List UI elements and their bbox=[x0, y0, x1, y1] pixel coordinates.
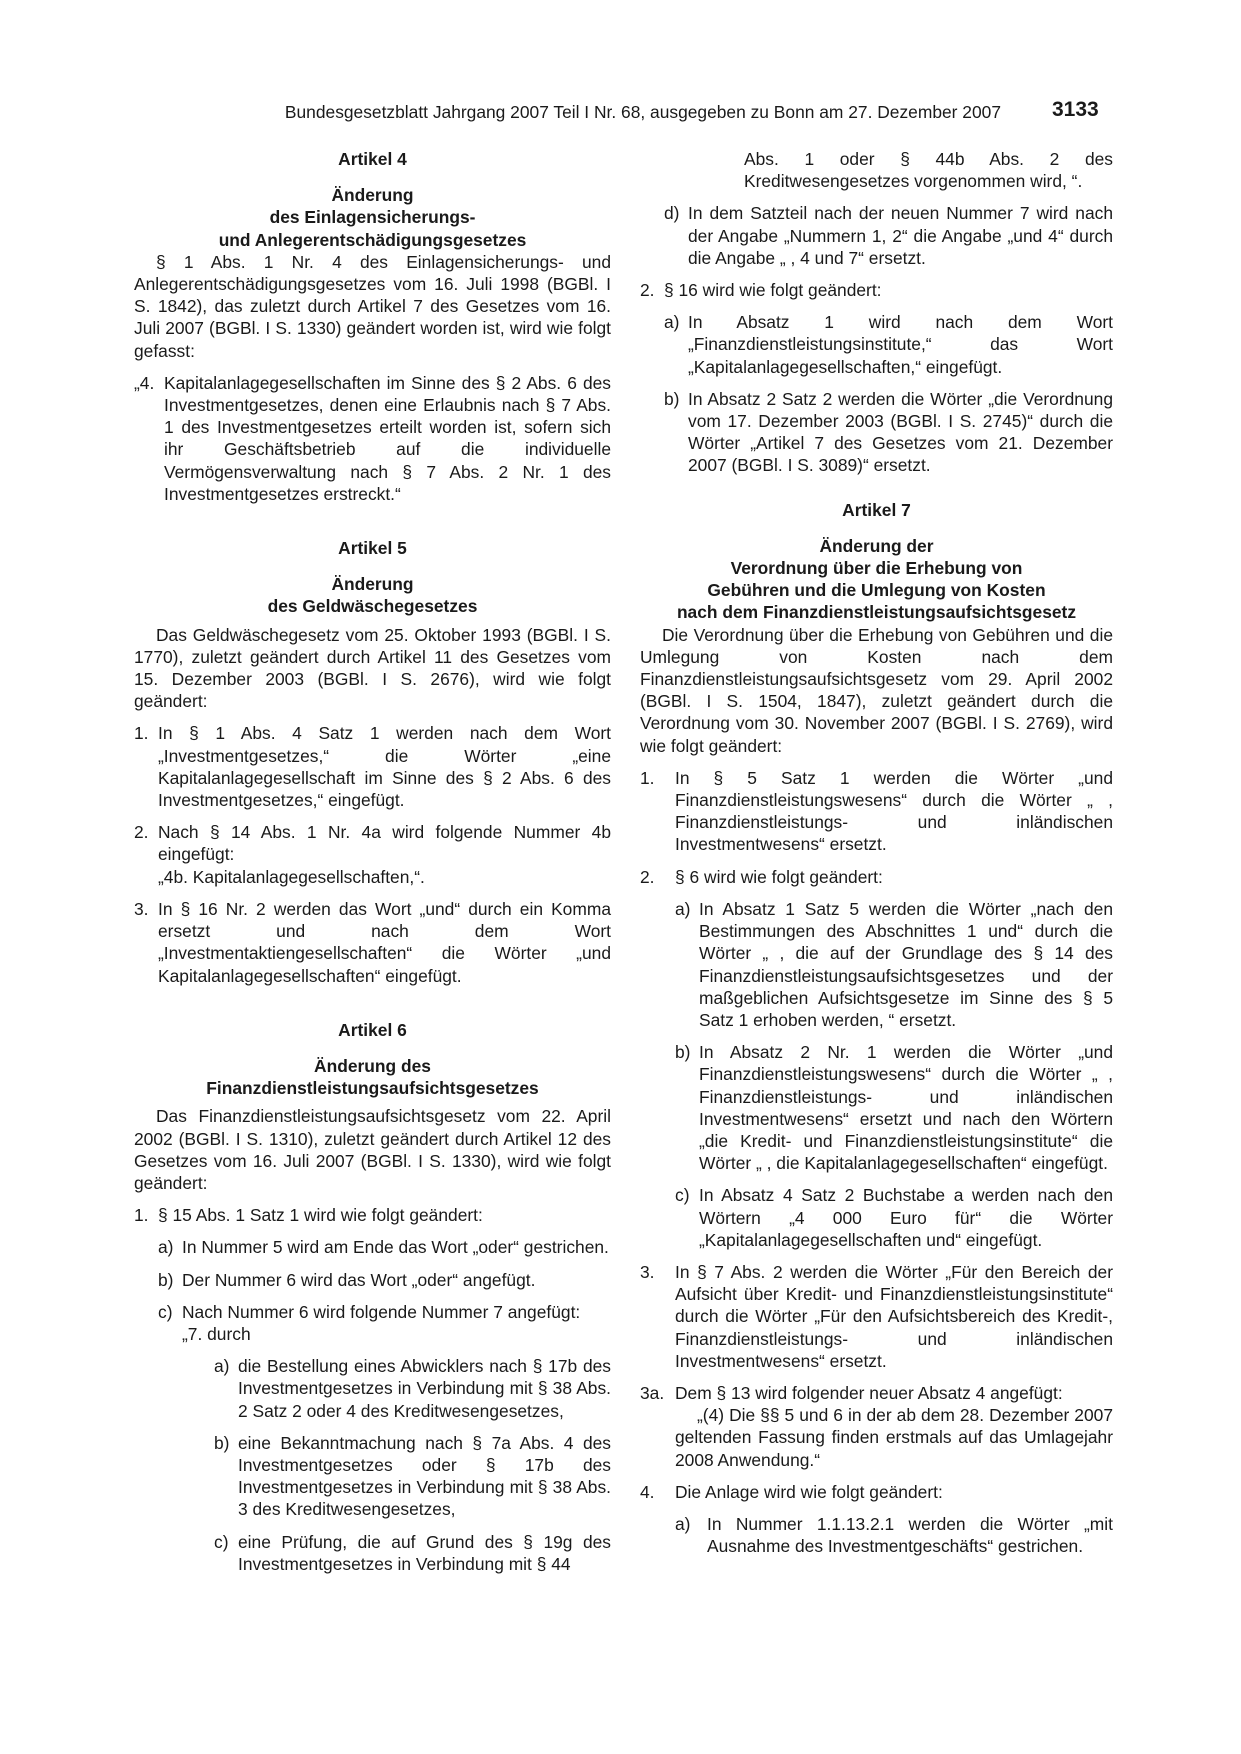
article-4-heading-line-3: und Anlegerentschädigungsgesetzes bbox=[218, 229, 527, 250]
article-7-heading-line-2: Verordnung über die Erhebung von bbox=[730, 558, 1023, 579]
item-text: eine Prüfung, die auf Grund des § 19g des Investmentgesetzes in Verbindung mit § 44 bbox=[238, 1531, 611, 1574]
article-6-quote-7c-continued: Abs. 1 oder § 44b Abs. 2 des Kreditwesengesetzes vorgenommen wird, “. bbox=[744, 149, 1113, 192]
item-label: c) bbox=[158, 1301, 173, 1322]
article-5-heading-line-2: des Geldwäschegesetzes bbox=[267, 596, 478, 617]
item-text: In Absatz 1 Satz 5 werden die Wörter „nach den Bestimmungen des Abschnittes 1 und“ durch die Wörter „ , die auf der Grundlage des § 14 des Finanzdienstleistungsaufsichtsgesetzes und der maßgeblichen Aufsichtsgesetze im Sinne des § 5 Satz 1 erhoben werden, “ ersetzt. bbox=[699, 898, 1113, 1030]
article-5-body: Das Geldwäschegesetz vom 25. Oktober 1993 (BGBl. I S. 1770), zuletzt geändert durch Artikel 11 des Gesetzes vom 15. Dezember 2003 (BGBl. I S. 2676), wird wie folgt geändert: bbox=[134, 624, 611, 712]
article-7-item-2 bbox=[640, 866, 1113, 888]
article-6-quote-7b bbox=[134, 1432, 611, 1521]
article-7-heading-line-1: Änderung der bbox=[819, 535, 934, 556]
item-text: Nach Nummer 6 wird folgende Nummer 7 angefügt: bbox=[182, 1301, 581, 1322]
item-label: a) bbox=[664, 312, 680, 333]
article-7-title: Artikel 7 bbox=[842, 499, 911, 520]
item-label: d) bbox=[664, 203, 680, 224]
article-6-quote-7: „7. durch bbox=[182, 1323, 251, 1344]
item-text: Dem § 13 wird folgender neuer Absatz 4 angefügt: bbox=[675, 1382, 1063, 1403]
article-5-heading bbox=[134, 573, 611, 617]
item-label: 1. bbox=[134, 1205, 149, 1226]
article-6-item-1 bbox=[134, 1204, 611, 1226]
article-6-body: Das Finanzdienstleistungsaufsichtsgesetz vom 22. April 2002 (BGBl. I S. 1310), zuletzt geändert durch Artikel 12 des Gesetzes vom 16. Juli 2007 (BGBl. I S. 1330), wird wie folgt geändert: bbox=[134, 1106, 611, 1193]
article-7-item-3a-quote: „(4) Die §§ 5 und 6 in der ab dem 28. Dezember 2007 geltenden Fassung finden erstmals auf das Umlagejahr 2008 Anwendung.“ bbox=[675, 1405, 1113, 1470]
item-label: 2. bbox=[640, 866, 655, 887]
article-4-body: § 1 Abs. 1 Nr. 4 des Einlagensicherungs- und Anlegerentschädigungsgesetzes vom 16. Juli 1998 (BGBl. I S. 1842), das zuletzt durch Artikel 7 des Gesetzes vom 16. Juli 2007 (BGBl. I S. 1330) geändert worden ist, wird wie folgt gefasst: bbox=[134, 251, 611, 361]
article-6-item-1a bbox=[134, 1236, 611, 1258]
item-text: Der Nummer 6 wird das Wort „oder“ angefügt. bbox=[182, 1269, 536, 1290]
article-7-item-1 bbox=[640, 767, 1113, 856]
item-text: § 6 wird wie folgt geändert: bbox=[675, 866, 883, 887]
item-label: „4. bbox=[134, 372, 155, 393]
item-text: § 15 Abs. 1 Satz 1 wird wie folgt geändert: bbox=[158, 1205, 483, 1226]
page-header bbox=[0, 98, 1241, 128]
item-text: eine Bekanntmachung nach § 7a Abs. 4 des Investmentgesetzes oder § 17b des Investmentgesetzes in Verbindung mit § 38 Abs. 3 des Kreditwesengesetzes, bbox=[238, 1432, 611, 1520]
item-text: die Bestellung eines Abwicklers nach § 17b des Investmentgesetzes in Verbindung mit § 38 Abs. 2 Satz 2 oder 4 des Kreditwesengesetzes, bbox=[238, 1356, 611, 1421]
article-6-heading-line-1: Änderung des bbox=[314, 1055, 431, 1076]
page-number: 3133 bbox=[1052, 98, 1099, 121]
article-4-heading-line-1: Änderung bbox=[331, 185, 414, 206]
article-6-quote-7c bbox=[134, 1531, 611, 1575]
item-label: 3. bbox=[640, 1261, 655, 1282]
item-text: In Absatz 2 Satz 2 werden die Wörter „die Verordnung vom 17. Dezember 2003 (BGBl. I S. 2745)“ durch die Wörter „Artikel 7 des Gesetzes vom 21. Dezember 2007 (BGBl. I S. 3089)“ ersetzt. bbox=[688, 388, 1113, 476]
item-label: 1. bbox=[134, 723, 149, 744]
article-7-heading-line-3: Gebühren und die Umlegung von Kosten bbox=[707, 580, 1046, 601]
item-text: In dem Satzteil nach der neuen Nummer 7 wird nach der Angabe „Nummern 1, 2“ die Angabe „und 4“ durch die Angabe „ , 4 und 7“ ersetzt. bbox=[688, 203, 1113, 268]
article-5-item-1 bbox=[134, 722, 611, 811]
item-label: 2. bbox=[134, 822, 149, 843]
article-7-body: Die Verordnung über die Erhebung von Gebühren und die Umlegung von Kosten nach dem Finanzdienstleistungsaufsichtsgesetz vom 29. April 2002 (BGBl. I S. 1504, 1847), zuletzt geändert durch die Verordnung vom 30. November 2007 (BGBl. I S. 2769), wird wie folgt geändert: bbox=[640, 624, 1113, 756]
item-label: 3a. bbox=[640, 1382, 665, 1403]
item-label: b) bbox=[664, 388, 680, 409]
item-label: c) bbox=[214, 1531, 229, 1552]
item-text: In Absatz 4 Satz 2 Buchstabe a werden nach den Wörtern „4 000 Euro für“ die Wörter „Kapitalanlagegesellschaften und“ eingefügt. bbox=[699, 1185, 1113, 1250]
article-7-heading-line-4: nach dem Finanzdienstleistungsaufsichtsgesetz bbox=[676, 602, 1077, 623]
item-text: In Absatz 2 Nr. 1 werden die Wörter „und Finanzdienstleistungswesens“ durch die Wörter „ , Finanzdienstleistungs- und inländischen Investmentwesens“ ersetzt und nach den Wörtern „die Kredit- und Finanzdienstleistungsinstitute“ die Wörter „ , die Kapitalanlagegesellschaften“ eingefügt. bbox=[699, 1042, 1113, 1174]
item-text: Nach § 14 Abs. 1 Nr. 4a wird folgende Nummer 4b eingefügt: bbox=[158, 822, 611, 865]
item-label: c) bbox=[675, 1185, 690, 1206]
item-text: § 16 wird wie folgt geändert: bbox=[664, 280, 882, 301]
item-text: Kapitalanlagegesellschaften im Sinne des § 2 Abs. 6 des Investmentgesetzes, denen eine Erlaubnis nach § 7 Abs. 1 des Investmentgesetzes erteilt worden ist, sofern sich ihr Geschäftsbetrieb auf die individuelle Vermögensverwaltung nach § 7 Abs. 2 Nr. 1 des Investmentgesetzes erstreckt.“ bbox=[164, 372, 611, 504]
article-5-item-2 bbox=[134, 821, 611, 865]
article-6-item-1c bbox=[134, 1301, 611, 1323]
article-4-heading bbox=[134, 184, 611, 251]
item-text: In Absatz 1 wird nach dem Wort „Finanzdienstleistungsinstitute,“ das Wort „Kapitalanlagegesellschaften,“ eingefügt. bbox=[688, 312, 1113, 377]
item-text: In § 5 Satz 1 werden die Wörter „und Finanzdienstleistungswesens“ durch die Wörter „ , Finanzdienstleistungs- und inländischen Investmentwesens“ ersetzt. bbox=[675, 767, 1113, 855]
item-label: b) bbox=[214, 1432, 230, 1453]
article-7-item-4a bbox=[640, 1513, 1113, 1557]
article-7-heading bbox=[640, 535, 1113, 624]
item-text: Die Anlage wird wie folgt geändert: bbox=[675, 1481, 943, 1502]
article-7-item-2c bbox=[640, 1184, 1113, 1251]
item-text: In § 7 Abs. 2 werden die Wörter „Für den Bereich der Aufsicht über Kredit- und Finanzdienstleistungsinstitute“ durch die Wörter „Für den Aufsichtsbereich des Kredit-, Finanzdienstleistungs- und inländischen Investmentwesens“ ersetzt. bbox=[675, 1261, 1113, 1371]
article-6-heading-line-2: Finanzdienstleistungsaufsichtsgesetzes bbox=[206, 1078, 539, 1099]
article-6-item-1b bbox=[134, 1269, 611, 1291]
article-7-item-3 bbox=[640, 1261, 1113, 1372]
item-text: In § 1 Abs. 4 Satz 1 werden nach dem Wort „Investmentgesetzes,“ die Wörter „eine Kapitalanlagegesellschaft im Sinne des § 2 Abs. 6 des Investmentgesetzes,“ eingefügt. bbox=[158, 723, 611, 811]
article-5-item-2-quote: „4b. Kapitalanlagegesellschaften,“. bbox=[158, 866, 425, 887]
item-label: 3. bbox=[134, 898, 149, 919]
item-label: b) bbox=[158, 1269, 174, 1290]
item-label: b) bbox=[675, 1042, 691, 1063]
article-7-item-2b bbox=[640, 1041, 1113, 1174]
running-title: Bundesgesetzblatt Jahrgang 2007 Teil I Nr. 68, ausgegeben zu Bonn am 27. Dezember 2007 bbox=[284, 102, 1001, 122]
article-7-item-4 bbox=[640, 1481, 1113, 1503]
article-6-item-2b bbox=[640, 388, 1113, 477]
article-4-heading-line-2: des Einlagensicherungs- bbox=[269, 207, 476, 228]
item-label: a) bbox=[675, 1513, 691, 1534]
article-4-quoted-item bbox=[134, 372, 611, 505]
right-column bbox=[640, 148, 1113, 1557]
article-5-title: Artikel 5 bbox=[338, 538, 407, 559]
left-column bbox=[134, 148, 611, 1575]
item-label: a) bbox=[214, 1356, 230, 1377]
article-4-title: Artikel 4 bbox=[338, 149, 407, 169]
article-7-item-2a bbox=[640, 898, 1113, 1031]
item-label: a) bbox=[675, 898, 691, 919]
article-5-heading-line-1: Änderung bbox=[331, 574, 414, 595]
article-6-heading bbox=[134, 1055, 611, 1099]
article-6-title: Artikel 6 bbox=[338, 1019, 407, 1040]
article-5-item-3 bbox=[134, 898, 611, 987]
item-label: a) bbox=[158, 1237, 174, 1258]
item-text: In § 16 Nr. 2 werden das Wort „und“ durch ein Komma ersetzt und nach dem Wort „Investmentaktiengesellschaften“ die Wörter „und Kapitalanlagegesellschaften“ eingefügt. bbox=[158, 898, 611, 986]
article-6-item-2 bbox=[640, 279, 1113, 301]
item-text: In Nummer 1.1.13.2.1 werden die Wörter „mit Ausnahme des Investmentgeschäfts“ gestrichen. bbox=[707, 1513, 1113, 1557]
item-text: In Nummer 5 wird am Ende das Wort „oder“ gestrichen. bbox=[182, 1237, 609, 1258]
item-label: 2. bbox=[640, 280, 655, 301]
article-6-quote-7a bbox=[134, 1355, 611, 1422]
article-6-item-1d bbox=[640, 202, 1113, 269]
item-label: 4. bbox=[640, 1481, 655, 1502]
article-6-item-2a bbox=[640, 311, 1113, 378]
article-7-item-3a bbox=[640, 1382, 1113, 1404]
item-label: 1. bbox=[640, 767, 655, 788]
